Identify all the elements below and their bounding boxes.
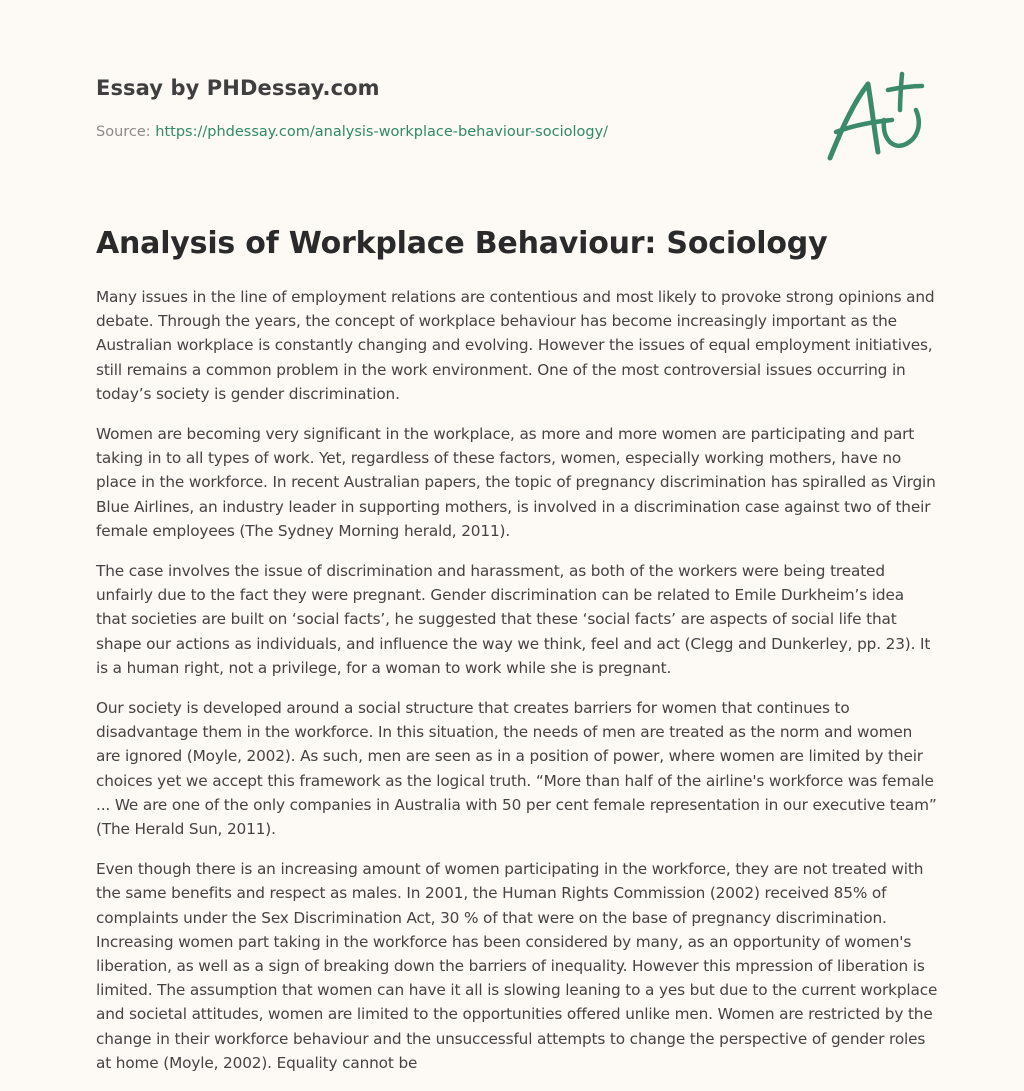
- source-link[interactable]: https://phdessay.com/analysis-workplace-behaviour-sociology/: [155, 124, 609, 140]
- essay-paragraph: Many issues in the line of employment relations are contentious and most likely to provoke strong opinions and debate. Through the years, the concept of workplace behaviour has become increasingly important as the Australian workplace is constantly changing and evolving. However the issues of equal employment initiatives, still remains a common problem in the work environment. One of the most controversial issues occurring in today’s society is gender discrimination.: [96, 288, 935, 403]
- essay-paragraph: Our society is developed around a social structure that creates barriers for women that continues to disadvantage them in the workforce. In this situation, the needs of men are treated as the norm and women are ignored (Moyle, 2002). As such, men are seen as in a position of power, where women are limited by their choices yet we accept this framework as the logical truth. “More than half of the airline's workforce was female ... We are one of the only companies in Australia with 50 per cent female representation in our executive team” (The Herald Sun, 2011).: [96, 699, 937, 839]
- a-plus-logo-icon: [818, 66, 930, 166]
- essay-paragraph: Women are becoming very significant in the workplace, as more and more women are participating and part taking in to all types of work. Yet, regardless of these factors, women, especially working mothers, have no place in the workforce. In recent Australian papers, the topic of pregnancy discrimination has spiralled as Virgin Blue Airlines, an industry leader in supporting mothers, is involved in a discrimination case against two of their female employees (The Sydney Morning herald, 2011).: [96, 425, 936, 540]
- source-line: [96, 124, 608, 140]
- source-label: Source:: [96, 124, 151, 140]
- essay-title: Analysis of Workplace Behaviour: Sociology: [96, 226, 828, 261]
- site-brand: Essay by PHDessay.com: [96, 76, 380, 100]
- essay-body: [96, 285, 938, 1091]
- essay-paragraph: Even though there is an increasing amount of women participating in the workforce, they are not treated with the same benefits and respect as males. In 2001, the Human Rights Commission (2002) received 85% of complaints under the Sex Discrimination Act, 30 % of that were on the base of pregnancy discrimination. Increasing women part taking in the workforce has been considered by many, as an opportunity of women's liberation, as well as a sign of breaking down the barriers of inequality. However this mpression of liberation is limited. The assumption that women can have it all is slowing leaning to a yes but due to the current workplace and societal attitudes, women are limited to the opportunities offered unlike men. Women are restricted by the change in their workforce behaviour and the unsuccessful attempts to change the perspective of gender roles at home (Moyle, 2002). Equality cannot be: [96, 860, 938, 1072]
- essay-paragraph: The case involves the issue of discrimination and harassment, as both of the workers were being treated unfairly due to the fact they were pregnant. Gender discrimination can be related to Emile Durkheim’s idea that societies are built on ‘social facts’, he suggested that these ‘social facts’ are aspects of social life that shape our actions as individuals, and influence the way we think, feel and act (Clegg and Dunkerley, pp. 23). It is a human right, not a privilege, for a woman to work while she is pregnant.: [96, 562, 931, 677]
